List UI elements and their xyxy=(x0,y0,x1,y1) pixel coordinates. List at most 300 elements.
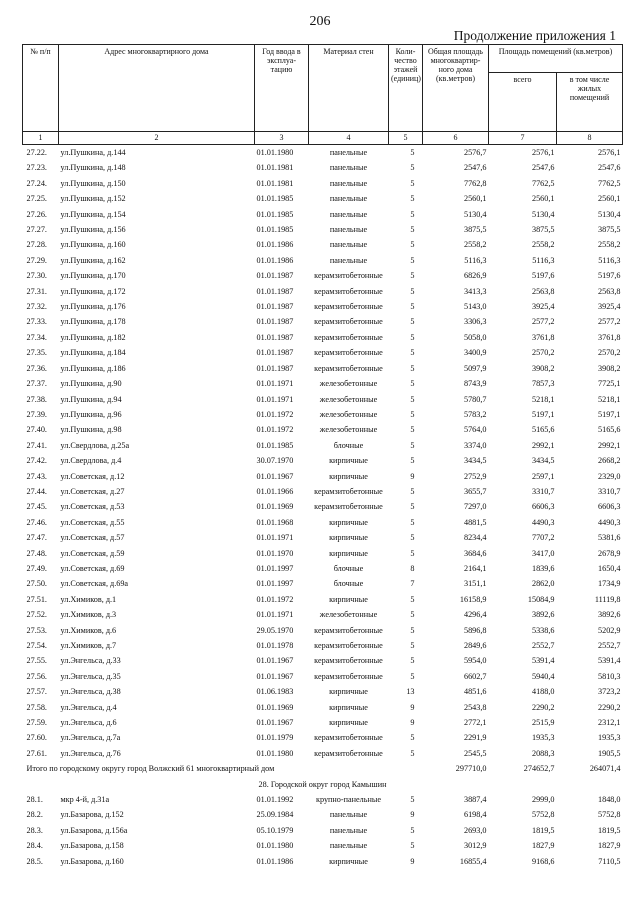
row-year: 01.06.1983 xyxy=(256,687,294,697)
row-year: 01.01.1987 xyxy=(256,271,294,281)
row-address: ул.Советская, д.12 xyxy=(60,471,125,481)
row-premises-total: 3761,8 xyxy=(531,332,555,342)
row-residential: 3761,8 xyxy=(598,332,621,342)
row-total-area: 5097,9 xyxy=(463,363,487,373)
row-residential: 1819,5 xyxy=(598,825,621,835)
row-premises-total: 5940,4 xyxy=(531,671,555,681)
row-year: 01.01.1985 xyxy=(256,209,294,219)
row-premises-total: 3417,0 xyxy=(531,548,555,558)
row-premises-total: 4490,3 xyxy=(531,517,555,527)
row-year: 05.10.1979 xyxy=(256,825,294,835)
row-premises-total: 5116,3 xyxy=(532,255,555,265)
row-material: панельные xyxy=(329,209,368,219)
row-address: ул.Пушкина, д.150 xyxy=(60,178,126,188)
row-number: 27.59. xyxy=(26,718,47,728)
row-year: 01.01.1986 xyxy=(256,240,294,250)
row-address: ул.Пушкина, д.152 xyxy=(60,194,126,204)
row-number: 27.43. xyxy=(26,471,47,481)
row-total-area: 5130,4 xyxy=(463,209,487,219)
row-floors: 5 xyxy=(410,641,415,650)
row-total-area: 16855,4 xyxy=(459,856,487,866)
row-number: 27.50. xyxy=(26,579,47,589)
row-total-area: 2752,9 xyxy=(463,471,487,481)
row-number: 27.26. xyxy=(26,209,47,219)
row-floors: 9 xyxy=(410,702,415,712)
row-premises-total: 3925,4 xyxy=(531,302,555,312)
row-address: ул.Базарова, д.156а xyxy=(60,825,128,835)
row-residential: 5130,4 xyxy=(598,209,621,219)
row-total-area: 7762,8 xyxy=(463,178,487,188)
row-residential: 3875,5 xyxy=(598,225,621,235)
row-total-area: 3151,1 xyxy=(463,579,487,589)
row-material: кирпичные xyxy=(329,856,368,866)
row-material: керамзитобетонные xyxy=(314,363,383,373)
row-material: кирпичные xyxy=(329,471,368,481)
row-premises-total: 2560,1 xyxy=(531,194,555,204)
row-floors: 5 xyxy=(410,625,415,635)
row-floors: 5 xyxy=(410,363,415,373)
table-row xyxy=(23,191,623,206)
row-floors: 5 xyxy=(410,163,415,173)
row-material: кирпичные xyxy=(329,456,368,466)
row-material: железобетонные xyxy=(319,425,378,435)
row-premises-total: 5165,6 xyxy=(531,425,555,435)
row-residential: 5391,4 xyxy=(598,656,621,666)
row-residential: 2570,2 xyxy=(598,348,621,358)
table-row xyxy=(23,854,623,869)
header-residential: в том числе жилых помещений xyxy=(557,73,623,132)
row-material: керамзитобетонные xyxy=(314,641,383,650)
row-floors: 5 xyxy=(410,225,415,235)
row-floors: 5 xyxy=(410,456,415,466)
table-body-section-27 xyxy=(23,145,623,762)
row-year: 01.01.1985 xyxy=(256,194,294,204)
row-number: 27.22. xyxy=(26,148,47,157)
row-address: ул.Энгельса, д.33 xyxy=(60,656,121,666)
row-total-area: 2772,1 xyxy=(463,718,487,728)
row-year: 01.01.1967 xyxy=(256,656,294,666)
row-number: 27.25. xyxy=(26,194,47,204)
header-address: Адрес многоквартирного дома xyxy=(59,45,255,132)
row-premises-total: 2552,7 xyxy=(531,641,555,650)
row-number: 27.61. xyxy=(26,748,47,758)
row-material: кирпичные xyxy=(329,718,368,728)
row-year: 01.01.1997 xyxy=(256,579,294,589)
row-address: ул.Пушкина, д.172 xyxy=(60,286,126,296)
row-premises-total: 2862,0 xyxy=(531,579,555,589)
row-total-area: 3887,4 xyxy=(463,795,487,805)
table-row xyxy=(23,207,623,222)
row-floors: 5 xyxy=(410,394,415,404)
row-number: 27.52. xyxy=(26,610,47,620)
header-floors: Коли-чество этажей (единиц) xyxy=(389,45,423,132)
row-address: ул.Химиков, д.6 xyxy=(60,625,117,635)
row-floors: 5 xyxy=(410,409,415,419)
row-total-area: 2849,6 xyxy=(463,641,487,650)
table-row xyxy=(23,422,623,437)
row-floors: 5 xyxy=(410,255,415,265)
row-total-area: 4881,5 xyxy=(463,517,487,527)
row-material: керамзитобетонные xyxy=(314,302,383,312)
row-residential: 5197,6 xyxy=(598,271,621,281)
column-number: 4 xyxy=(309,132,389,145)
row-residential: 1734,9 xyxy=(598,579,621,589)
row-address: мкр 4-й, д.31а xyxy=(60,795,110,805)
row-premises-total: 2992,1 xyxy=(531,440,555,450)
row-material: керамзитобетонные xyxy=(314,486,383,496)
row-year: 01.01.1979 xyxy=(256,733,294,743)
row-residential: 3892,6 xyxy=(598,610,621,620)
row-year: 01.01.1978 xyxy=(256,641,294,650)
row-number: 27.56. xyxy=(26,671,47,681)
row-total-area: 4296,4 xyxy=(463,610,487,620)
row-address: ул.Пушкина, д.162 xyxy=(60,255,126,265)
row-floors: 5 xyxy=(410,517,415,527)
row-floors: 5 xyxy=(410,671,415,681)
table-row xyxy=(23,469,623,484)
row-floors: 5 xyxy=(410,148,415,157)
table-row xyxy=(23,268,623,283)
row-number: 27.31. xyxy=(26,286,47,296)
table-row xyxy=(23,237,623,252)
total-label: Итого по городскому округу город Волжский 61 многоквартирный дом xyxy=(26,764,275,774)
table-row xyxy=(23,684,623,699)
row-residential: 5752,8 xyxy=(598,810,621,820)
row-address: ул.Советская, д.27 xyxy=(60,486,125,496)
table-row xyxy=(23,392,623,407)
row-premises-total: 3875,5 xyxy=(531,225,555,235)
row-premises-total: 2597,1 xyxy=(531,471,555,481)
row-residential: 11119,8 xyxy=(594,594,621,604)
row-floors: 5 xyxy=(410,548,415,558)
table-row xyxy=(23,592,623,607)
row-total-area: 6826,9 xyxy=(463,271,487,281)
row-address: ул.Базарова, д.152 xyxy=(60,810,124,820)
row-premises-total: 1839,6 xyxy=(531,563,555,573)
row-premises-total: 5197,1 xyxy=(531,409,555,419)
row-address: ул.Пушкина, д.178 xyxy=(60,317,126,327)
row-material: панельные xyxy=(329,240,368,250)
row-number: 27.58. xyxy=(26,702,47,712)
header-total-area: Общая площадь многоквартир-ного дома (кв.метров) xyxy=(423,45,489,132)
row-material: панельные xyxy=(329,178,368,188)
row-premises-total: 2576,1 xyxy=(531,148,555,157)
row-floors: 5 xyxy=(410,348,415,358)
row-premises-total: 4188,0 xyxy=(531,687,555,697)
row-material: блочные xyxy=(333,579,364,589)
row-total-area: 3413,3 xyxy=(463,286,487,296)
row-total-area: 3374,0 xyxy=(463,440,487,450)
row-address: ул.Советская, д.59 xyxy=(60,548,125,558)
table-row xyxy=(23,299,623,314)
row-floors: 13 xyxy=(406,687,415,697)
row-number: 28.1. xyxy=(26,795,43,805)
row-address: ул.Пушкина, д.170 xyxy=(60,271,126,281)
row-year: 01.01.1997 xyxy=(256,563,294,573)
table-row xyxy=(23,792,623,807)
row-total-area: 5116,3 xyxy=(464,255,487,265)
row-total-area: 6602,7 xyxy=(463,671,487,681)
table-row xyxy=(23,638,623,653)
row-residential: 6606,3 xyxy=(598,502,621,512)
row-premises-total: 2570,2 xyxy=(531,348,555,358)
row-year: 01.01.1972 xyxy=(256,425,294,435)
row-year: 01.01.1986 xyxy=(256,255,294,265)
row-premises-total: 3310,7 xyxy=(531,486,555,496)
row-total-area: 2164,1 xyxy=(463,563,487,573)
row-total-area: 2560,1 xyxy=(463,194,487,204)
row-year: 01.01.1987 xyxy=(256,363,294,373)
row-total-area: 5780,7 xyxy=(463,394,487,404)
row-floors: 5 xyxy=(410,209,415,219)
row-year: 01.01.1970 xyxy=(256,548,294,558)
row-material: панельные xyxy=(329,148,368,157)
table-row xyxy=(23,561,623,576)
row-total-area: 8234,4 xyxy=(463,533,487,543)
row-total-area: 2291,9 xyxy=(463,733,487,743)
row-premises-total: 5130,4 xyxy=(531,209,555,219)
row-floors: 5 xyxy=(410,825,415,835)
table-row xyxy=(23,623,623,638)
table-row xyxy=(23,453,623,468)
row-residential: 2552,7 xyxy=(598,641,621,650)
row-year: 01.01.1971 xyxy=(256,533,294,543)
total-row xyxy=(23,761,623,776)
row-total-area: 3400,9 xyxy=(463,348,487,358)
row-material: керамзитобетонные xyxy=(314,625,383,635)
row-floors: 5 xyxy=(410,302,415,312)
row-number: 27.34. xyxy=(26,332,47,342)
row-total-area: 3875,5 xyxy=(463,225,487,235)
row-number: 27.60. xyxy=(26,733,47,743)
row-premises-total: 7707,2 xyxy=(531,533,555,543)
total-residential-sum: 264071,4 xyxy=(589,764,621,774)
row-floors: 5 xyxy=(410,379,415,389)
row-residential: 2558,2 xyxy=(598,240,621,250)
row-year: 01.01.1971 xyxy=(256,379,294,389)
table-header xyxy=(23,45,623,145)
row-address: ул.Советская, д.53 xyxy=(60,502,125,512)
row-total-area: 5954,0 xyxy=(463,656,487,666)
row-residential: 3723,2 xyxy=(598,687,621,697)
row-premises-total: 5218,1 xyxy=(531,394,555,404)
row-material: железобетонные xyxy=(319,394,378,404)
row-address: ул.Пушкина, д.176 xyxy=(60,302,126,312)
row-number: 27.46. xyxy=(26,517,47,527)
row-number: 27.33. xyxy=(26,317,47,327)
row-premises-total: 2290,2 xyxy=(531,702,555,712)
column-number: 2 xyxy=(59,132,255,145)
row-material: керамзитобетонные xyxy=(314,317,383,327)
row-premises-total: 5391,4 xyxy=(531,656,555,666)
row-number: 27.54. xyxy=(26,641,47,650)
row-material: панельные xyxy=(329,825,368,835)
row-address: ул.Пушкина, д.96 xyxy=(60,409,122,419)
table-row xyxy=(23,345,623,360)
table-row xyxy=(23,715,623,730)
table-row xyxy=(23,484,623,499)
row-address: ул.Энгельса, д.4 xyxy=(60,702,117,712)
row-number: 27.48. xyxy=(26,548,47,558)
table-row xyxy=(23,669,623,684)
row-address: ул.Энгельса, д.6 xyxy=(60,718,117,728)
row-residential: 2560,1 xyxy=(598,194,621,204)
row-total-area: 2576,7 xyxy=(463,148,487,157)
row-premises-total: 2515,9 xyxy=(531,718,555,728)
row-address: ул.Пушкина, д.98 xyxy=(60,425,122,435)
row-number: 27.40. xyxy=(26,425,47,435)
row-material: керамзитобетонные xyxy=(314,748,383,758)
row-residential: 4490,3 xyxy=(598,517,621,527)
row-floors: 5 xyxy=(410,610,415,620)
row-year: 01.01.1966 xyxy=(256,486,294,496)
row-premises-total: 7857,3 xyxy=(531,379,555,389)
row-material: блочные xyxy=(333,440,364,450)
row-total-area: 2543,8 xyxy=(463,702,487,712)
row-number: 27.41. xyxy=(26,440,47,450)
row-number: 27.32. xyxy=(26,302,47,312)
row-year: 01.01.1968 xyxy=(256,517,294,527)
row-floors: 5 xyxy=(410,332,415,342)
column-number: 8 xyxy=(557,132,623,145)
row-premises-total: 1827,9 xyxy=(531,841,555,851)
row-material: керамзитобетонные xyxy=(314,656,383,666)
row-year: 29.05.1970 xyxy=(256,625,294,635)
row-address: ул.Пушкина, д.186 xyxy=(60,363,126,373)
row-premises-total: 5338,6 xyxy=(531,625,555,635)
row-premises-total: 1819,5 xyxy=(531,825,555,835)
row-residential: 1650,4 xyxy=(598,563,621,573)
table-body-section-28 xyxy=(23,792,623,869)
row-floors: 8 xyxy=(410,563,415,573)
row-residential: 2290,2 xyxy=(598,702,621,712)
row-floors: 5 xyxy=(410,733,415,743)
row-year: 01.01.1980 xyxy=(256,748,294,758)
row-material: панельные xyxy=(329,810,368,820)
row-year: 01.01.1969 xyxy=(256,502,294,512)
row-residential: 2678,9 xyxy=(598,548,621,558)
row-number: 27.51. xyxy=(26,594,47,604)
table-row xyxy=(23,823,623,838)
row-material: панельные xyxy=(329,225,368,235)
row-residential: 2312,1 xyxy=(598,718,621,728)
row-material: керамзитобетонные xyxy=(314,286,383,296)
row-total-area: 4851,6 xyxy=(463,687,487,697)
row-floors: 9 xyxy=(410,856,415,866)
row-address: ул.Пушкина, д.160 xyxy=(60,240,126,250)
row-residential: 1905,5 xyxy=(598,748,621,758)
row-address: ул.Химиков, д.7 xyxy=(60,641,117,650)
header-num: № п/п xyxy=(23,45,59,132)
row-floors: 5 xyxy=(410,533,415,543)
table-row xyxy=(23,576,623,591)
row-premises-total: 2547,6 xyxy=(531,163,555,173)
header-material: Материал стен xyxy=(309,45,389,132)
row-residential: 5165,6 xyxy=(598,425,621,435)
row-year: 25.09.1984 xyxy=(256,810,294,820)
row-material: кирпичные xyxy=(329,548,368,558)
row-year: 01.01.1987 xyxy=(256,348,294,358)
row-address: ул.Советская, д.69 xyxy=(60,563,125,573)
row-premises-total: 6606,3 xyxy=(531,502,555,512)
row-residential: 5116,3 xyxy=(598,255,621,265)
row-floors: 5 xyxy=(410,502,415,512)
row-total-area: 3012,9 xyxy=(463,841,487,851)
table-row xyxy=(23,499,623,514)
table-row xyxy=(23,530,623,545)
row-material: керамзитобетонные xyxy=(314,733,383,743)
total-premises-sum: 274652,7 xyxy=(523,764,555,774)
row-floors: 5 xyxy=(410,841,415,851)
row-residential: 2576,1 xyxy=(598,148,621,157)
row-address: ул.Энгельса, д.35 xyxy=(60,671,121,681)
row-total-area: 16158,9 xyxy=(459,594,487,604)
row-material: керамзитобетонные xyxy=(314,671,383,681)
row-total-area: 5764,0 xyxy=(463,425,487,435)
row-total-area: 3655,7 xyxy=(463,486,487,496)
row-number: 27.39. xyxy=(26,409,47,419)
row-floors: 5 xyxy=(410,486,415,496)
row-number: 28.5. xyxy=(26,856,43,866)
row-floors: 5 xyxy=(410,178,415,188)
column-number: 1 xyxy=(23,132,59,145)
row-address: ул.Базарова, д.158 xyxy=(60,841,124,851)
table-row xyxy=(23,253,623,268)
row-material: кирпичные xyxy=(329,533,368,543)
row-floors: 5 xyxy=(410,425,415,435)
row-material: панельные xyxy=(329,841,368,851)
row-premises-total: 9168,6 xyxy=(531,856,555,866)
row-residential: 2563,8 xyxy=(598,286,621,296)
row-number: 27.27. xyxy=(26,225,47,235)
row-premises-total: 2088,3 xyxy=(531,748,555,758)
table-row xyxy=(23,284,623,299)
row-floors: 9 xyxy=(410,810,415,820)
row-premises-total: 2999,0 xyxy=(531,795,555,805)
row-material: керамзитобетонные xyxy=(314,502,383,512)
row-material: блочные xyxy=(333,563,364,573)
row-premises-total: 3908,2 xyxy=(531,363,555,373)
row-floors: 9 xyxy=(410,718,415,728)
row-premises-total: 1935,3 xyxy=(531,733,555,743)
row-total-area: 3306,3 xyxy=(463,317,487,327)
row-year: 01.01.1987 xyxy=(256,286,294,296)
row-address: ул.Базарова, д.160 xyxy=(60,856,124,866)
row-address: ул.Советская, д.55 xyxy=(60,517,125,527)
row-residential: 5810,3 xyxy=(598,671,621,681)
row-year: 01.01.1971 xyxy=(256,394,294,404)
column-number-row xyxy=(23,132,623,145)
row-floors: 5 xyxy=(410,795,415,805)
row-address: ул.Пушкина, д.184 xyxy=(60,348,126,358)
row-number: 28.2. xyxy=(26,810,43,820)
row-number: 27.47. xyxy=(26,533,47,543)
row-material: кирпичные xyxy=(329,702,368,712)
row-residential: 7725,1 xyxy=(598,379,621,389)
row-address: ул.Энгельса, д.38 xyxy=(60,687,121,697)
table-row xyxy=(23,361,623,376)
row-residential: 2547,6 xyxy=(598,163,621,173)
section-title-row xyxy=(23,777,623,792)
row-premises-total: 3434,5 xyxy=(531,456,555,466)
row-number: 27.45. xyxy=(26,502,47,512)
row-total-area: 7297,0 xyxy=(463,502,487,512)
row-number: 27.38. xyxy=(26,394,47,404)
row-year: 01.01.1980 xyxy=(256,841,294,851)
column-number: 3 xyxy=(255,132,309,145)
row-residential: 5202,9 xyxy=(598,625,621,635)
row-address: ул.Пушкина, д.154 xyxy=(60,209,126,219)
